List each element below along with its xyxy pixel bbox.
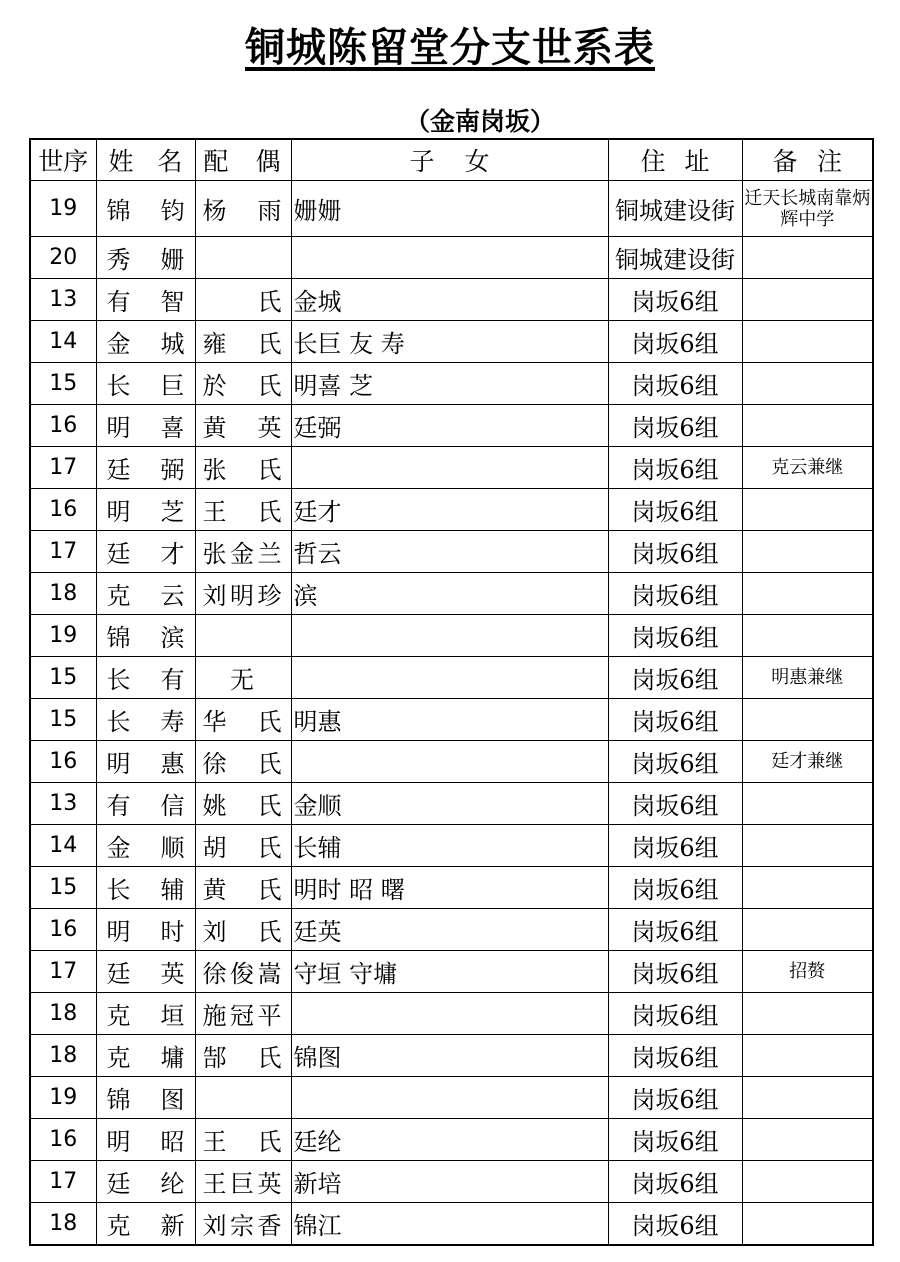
page-title: 铜城陈留堂分支世系表 [245, 25, 655, 71]
generation-cell: 14 [30, 825, 96, 867]
generation-cell: 18 [30, 993, 96, 1035]
generation-cell: 16 [30, 489, 96, 531]
address-cell: 岗坂6组 [608, 1203, 742, 1246]
table-header-row [30, 139, 873, 181]
children-cell [291, 657, 608, 699]
address-cell: 岗坂6组 [608, 615, 742, 657]
generation-cell: 20 [30, 237, 96, 279]
table-row [30, 405, 873, 447]
name-cell: 廷才 [96, 531, 195, 573]
note-cell [742, 909, 873, 951]
generation-cell: 17 [30, 951, 96, 993]
children-cell: 滨 [291, 573, 608, 615]
spouse-cell: 杨雨 [195, 181, 291, 237]
generation-cell: 13 [30, 783, 96, 825]
name-cell: 克墉 [96, 1035, 195, 1077]
generation-cell: 17 [30, 1161, 96, 1203]
name-cell: 锦图 [96, 1077, 195, 1119]
address-cell: 岗坂6组 [608, 741, 742, 783]
note-cell [742, 279, 873, 321]
name-cell: 有智 [96, 279, 195, 321]
table-row [30, 489, 873, 531]
spouse-cell: 於氏 [195, 363, 291, 405]
note-cell [742, 867, 873, 909]
name-cell: 锦滨 [96, 615, 195, 657]
name-cell: 长辅 [96, 867, 195, 909]
table-row [30, 615, 873, 657]
note-cell [742, 993, 873, 1035]
spouse-cell: 无 [195, 657, 291, 699]
generation-cell: 17 [30, 447, 96, 489]
address-cell: 岗坂6组 [608, 1119, 742, 1161]
spouse-cell: 氏 [195, 279, 291, 321]
address-cell: 岗坂6组 [608, 783, 742, 825]
children-cell: 守垣 守墉 [291, 951, 608, 993]
address-cell: 岗坂6组 [608, 1161, 742, 1203]
spouse-cell: 刘氏 [195, 909, 291, 951]
spouse-cell: 黄英 [195, 405, 291, 447]
children-cell [291, 237, 608, 279]
address-cell: 岗坂6组 [608, 951, 742, 993]
address-cell: 岗坂6组 [608, 1035, 742, 1077]
note-cell [742, 363, 873, 405]
name-cell: 锦钧 [96, 181, 195, 237]
note-cell [742, 615, 873, 657]
table-row [30, 909, 873, 951]
spouse-cell: 施冠平 [195, 993, 291, 1035]
name-cell: 克垣 [96, 993, 195, 1035]
children-cell: 廷英 [291, 909, 608, 951]
spouse-cell: 胡氏 [195, 825, 291, 867]
children-cell: 长辅 [291, 825, 608, 867]
spouse-cell: 王氏 [195, 1119, 291, 1161]
children-cell: 明时 昭 曙 [291, 867, 608, 909]
address-cell: 岗坂6组 [608, 993, 742, 1035]
table-row [30, 363, 873, 405]
table-row [30, 1035, 873, 1077]
table-row [30, 951, 873, 993]
address-cell: 岗坂6组 [608, 825, 742, 867]
generation-cell: 19 [30, 181, 96, 237]
children-cell: 姗姗 [291, 181, 608, 237]
spouse-cell: 徐俊嵩 [195, 951, 291, 993]
children-cell [291, 615, 608, 657]
spouse-cell [195, 615, 291, 657]
name-cell: 长有 [96, 657, 195, 699]
children-cell [291, 741, 608, 783]
name-cell: 明芝 [96, 489, 195, 531]
table-row [30, 741, 873, 783]
header-address: 住址 [608, 139, 742, 181]
children-cell: 金顺 [291, 783, 608, 825]
children-cell [291, 447, 608, 489]
note-cell [742, 573, 873, 615]
table-row [30, 993, 873, 1035]
children-cell: 明惠 [291, 699, 608, 741]
header-children: 子女 [291, 139, 608, 181]
name-cell: 明昭 [96, 1119, 195, 1161]
generation-cell: 18 [30, 1035, 96, 1077]
spouse-cell: 徐氏 [195, 741, 291, 783]
generation-cell: 15 [30, 867, 96, 909]
note-cell: 招赘 [742, 951, 873, 993]
generation-cell: 16 [30, 909, 96, 951]
name-cell: 明喜 [96, 405, 195, 447]
table-row [30, 1161, 873, 1203]
note-cell: 迁天长城南靠炳辉中学 [742, 181, 873, 237]
name-cell: 廷纶 [96, 1161, 195, 1203]
name-cell: 克新 [96, 1203, 195, 1246]
table-row [30, 237, 873, 279]
note-cell [742, 237, 873, 279]
generation-cell: 16 [30, 1119, 96, 1161]
name-cell: 金城 [96, 321, 195, 363]
note-cell [742, 699, 873, 741]
name-cell: 克云 [96, 573, 195, 615]
note-cell: 克云兼继 [742, 447, 873, 489]
genealogy-table [29, 138, 874, 1246]
children-cell [291, 993, 608, 1035]
table-row [30, 783, 873, 825]
generation-cell: 15 [30, 363, 96, 405]
spouse-cell: 王氏 [195, 489, 291, 531]
spouse-cell [195, 1077, 291, 1119]
note-cell [742, 531, 873, 573]
table-row [30, 699, 873, 741]
generation-cell: 16 [30, 741, 96, 783]
children-cell: 金城 [291, 279, 608, 321]
note-cell [742, 489, 873, 531]
note-cell [742, 783, 873, 825]
spouse-cell: 张金兰 [195, 531, 291, 573]
table-row [30, 181, 873, 237]
address-cell: 岗坂6组 [608, 279, 742, 321]
generation-cell: 15 [30, 657, 96, 699]
name-cell: 有信 [96, 783, 195, 825]
address-cell: 岗坂6组 [608, 531, 742, 573]
table-row [30, 1203, 873, 1246]
address-cell: 铜城建设街 [608, 237, 742, 279]
note-cell [742, 1035, 873, 1077]
note-cell [742, 405, 873, 447]
table-row [30, 657, 873, 699]
spouse-cell: 刘宗香 [195, 1203, 291, 1246]
address-cell: 岗坂6组 [608, 909, 742, 951]
spouse-cell: 刘明珍 [195, 573, 291, 615]
note-cell [742, 825, 873, 867]
table-row [30, 573, 873, 615]
name-cell: 廷英 [96, 951, 195, 993]
address-cell: 岗坂6组 [608, 1077, 742, 1119]
children-cell: 廷弼 [291, 405, 608, 447]
children-cell: 明喜 芝 [291, 363, 608, 405]
note-cell [742, 1161, 873, 1203]
generation-cell: 13 [30, 279, 96, 321]
address-cell: 岗坂6组 [608, 657, 742, 699]
table-row [30, 321, 873, 363]
name-cell: 明时 [96, 909, 195, 951]
header-gen: 世序 [30, 139, 96, 181]
generation-cell: 18 [30, 1203, 96, 1246]
spouse-cell: 张氏 [195, 447, 291, 489]
address-cell: 岗坂6组 [608, 405, 742, 447]
name-cell: 明惠 [96, 741, 195, 783]
generation-cell: 16 [30, 405, 96, 447]
name-cell: 金顺 [96, 825, 195, 867]
note-cell [742, 321, 873, 363]
name-cell: 长巨 [96, 363, 195, 405]
note-cell [742, 1203, 873, 1246]
header-spouse: 配偶 [195, 139, 291, 181]
note-cell [742, 1077, 873, 1119]
table-row [30, 867, 873, 909]
children-cell: 长巨 友 寿 [291, 321, 608, 363]
table-row [30, 279, 873, 321]
table-row [30, 1119, 873, 1161]
name-cell: 长寿 [96, 699, 195, 741]
page-subtitle: （金南岗坂） [404, 107, 555, 136]
children-cell: 锦江 [291, 1203, 608, 1246]
spouse-cell [195, 237, 291, 279]
table-row [30, 1077, 873, 1119]
header-name: 姓名 [96, 139, 195, 181]
address-cell: 岗坂6组 [608, 363, 742, 405]
children-cell: 哲云 [291, 531, 608, 573]
note-cell: 明惠兼继 [742, 657, 873, 699]
table-row [30, 531, 873, 573]
generation-cell: 19 [30, 615, 96, 657]
address-cell: 岗坂6组 [608, 573, 742, 615]
note-cell: 廷才兼继 [742, 741, 873, 783]
generation-cell: 14 [30, 321, 96, 363]
generation-cell: 15 [30, 699, 96, 741]
address-cell: 岗坂6组 [608, 699, 742, 741]
address-cell: 铜城建设街 [608, 181, 742, 237]
spouse-cell: 郜氏 [195, 1035, 291, 1077]
spouse-cell: 黄氏 [195, 867, 291, 909]
table-row [30, 447, 873, 489]
generation-cell: 17 [30, 531, 96, 573]
children-cell: 锦图 [291, 1035, 608, 1077]
children-cell: 新培 [291, 1161, 608, 1203]
table-row [30, 825, 873, 867]
children-cell: 廷纶 [291, 1119, 608, 1161]
header-note: 备注 [742, 139, 873, 181]
note-cell [742, 1119, 873, 1161]
spouse-cell: 雍氏 [195, 321, 291, 363]
spouse-cell: 姚氏 [195, 783, 291, 825]
address-cell: 岗坂6组 [608, 867, 742, 909]
children-cell: 廷才 [291, 489, 608, 531]
address-cell: 岗坂6组 [608, 447, 742, 489]
name-cell: 廷弼 [96, 447, 195, 489]
spouse-cell: 王巨英 [195, 1161, 291, 1203]
address-cell: 岗坂6组 [608, 321, 742, 363]
children-cell [291, 1077, 608, 1119]
generation-cell: 18 [30, 573, 96, 615]
spouse-cell: 华氏 [195, 699, 291, 741]
address-cell: 岗坂6组 [608, 489, 742, 531]
name-cell: 秀姗 [96, 237, 195, 279]
generation-cell: 19 [30, 1077, 96, 1119]
